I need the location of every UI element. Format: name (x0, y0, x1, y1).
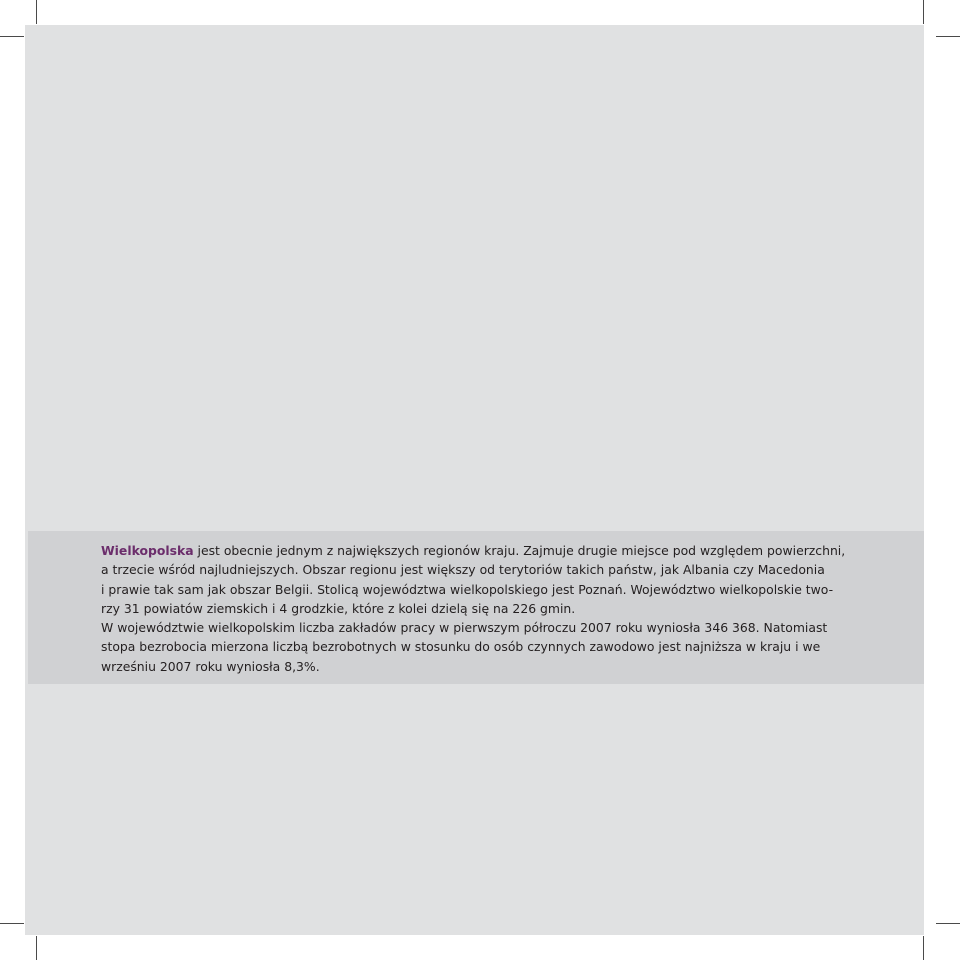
crop-mark (36, 0, 37, 24)
crop-mark (36, 936, 37, 960)
paragraph-2-line-3: wrześniu 2007 roku wyniosła 8,3%. (101, 658, 320, 674)
crop-mark (936, 36, 960, 37)
paragraph-1-line-4: rzy 31 powiatów ziemskich i 4 grodzkie, które z kolei dzielą się na 226 gmin. (101, 600, 576, 616)
paragraph-1-line-3: i prawie tak sam jak obszar Belgii. Stolicą województwa wielkopolskiego jest Poznań. Województwo wielkopolskie two- (101, 581, 834, 597)
paragraph-2 (101, 618, 859, 676)
crop-mark (0, 36, 24, 37)
paragraph-1-line-1: jest obecnie jednym z największych regionów kraju. Zajmuje drugie miejsce pod względem powierzchni, (193, 543, 846, 558)
crop-mark (0, 923, 24, 924)
crop-mark (923, 936, 924, 960)
region-name-highlight: Wielkopolska (101, 543, 194, 558)
paragraph-2-line-1: W województwie wielkopolskim liczba zakładów pracy w pierwszym półroczu 2007 roku wyniosła 346 368. Natomiast (101, 620, 828, 636)
crop-mark (923, 0, 924, 24)
page-sheet (25, 25, 924, 935)
paragraph-1-line-2: a trzecie wśród najludniejszych. Obszar regionu jest większy od terytoriów takich państw, jak Albania czy Macedonia (101, 562, 825, 578)
body-text (101, 541, 859, 676)
crop-mark (936, 923, 960, 924)
paragraph-2-line-2: stopa bezrobocia mierzona liczbą bezrobotnych w stosunku do osób czynnych zawodowo jest najniższa w kraju i we (101, 639, 821, 655)
paragraph-1 (101, 541, 859, 618)
